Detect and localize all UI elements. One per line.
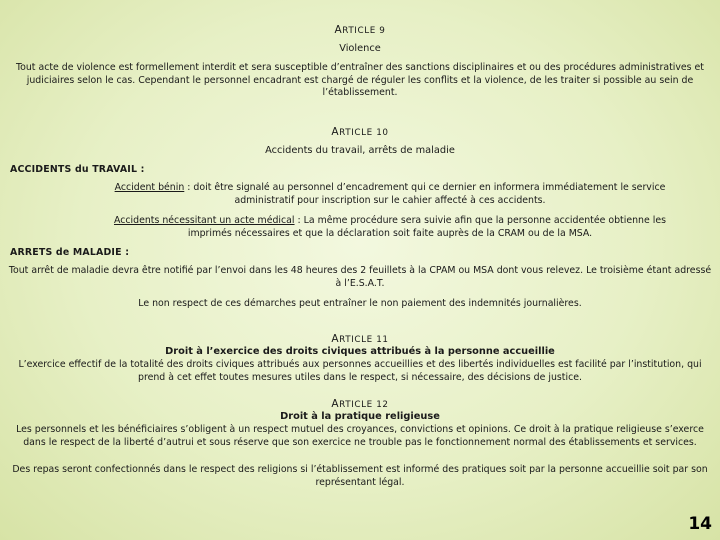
article-12-label-rest: RTICLE 12 (339, 400, 389, 410)
article-9-label-rest: RTICLE 9 (342, 26, 386, 36)
page-number: 14 (688, 514, 712, 534)
accident-benin-paragraph (96, 182, 684, 207)
article-10-title: Accidents du travail, arrêts de maladie (265, 145, 455, 156)
accident-benin-label: Accident bénin (114, 182, 185, 193)
article-10-label-initial: A (331, 126, 340, 138)
article-12-body-2: Des repas seront confectionnés dans le respect des religions si l’établissement est informé des pratiques soit par la personne accueillie soit par son représentant légal. (12, 464, 708, 488)
article-11-label (0, 333, 720, 345)
arrets-maladie-text: Tout arrêt de maladie devra être notifié par l’envoi dans les 48 heures des 2 feuillets à la CPAM ou MSA dont vous relevez. Le troisième étant adressé à l’E.S.A.T. (8, 265, 712, 289)
article-11-title: Droit à l’exercice des droits civiques attribués à la personne accueillie (165, 346, 555, 357)
accident-medical-label: Accidents nécessitant un acte médical (113, 215, 295, 226)
accident-medical-paragraph (96, 215, 684, 240)
article-11-body: L’exercice effectif de la totalité des droits civiques attribués aux personnes accueillies et des libertés individuelles est facilité par l’institution, qui prend à cet effet toutes mesures utiles dans le respect, si nécessaire, des décisions de justice. (18, 359, 702, 383)
article-12-title: Droit à la pratique religieuse (280, 411, 440, 422)
article-12-label-initial: A (331, 398, 340, 410)
article-9-label-initial: A (334, 24, 343, 36)
article-9-body: Tout acte de violence est formellement interdit et sera susceptible d’entraîner des sanctions disciplinaires et ou des procédures administratives et judiciaires selon le cas. Cependant le personnel encadrant est chargé de réguler les conflits et la violence, de les traiter si possible au sein de l’établissement. (16, 62, 704, 99)
article-9-label (0, 24, 720, 36)
accident-benin-text: : doit être signalé au personnel d’encadrement qui ce dernier en informera immédiatement le service administratif pour inscription sur le cahier affecté à ces accidents. (184, 182, 666, 206)
article-9-title: Violence (339, 43, 381, 54)
non-respect-text: Le non respect de ces démarches peut entraîner le non paiement des indemnités journalières. (138, 298, 582, 309)
accidents-travail-heading: ACCIDENTS du TRAVAIL : (10, 164, 145, 175)
accident-medical-text: : La même procédure sera suivie afin que la personne accidentée obtienne les imprimés nécessaires et que la déclaration soit faite auprès de la CRAM ou de la MSA. (187, 215, 666, 239)
article-12-body-1: Les personnels et les bénéficiaires s’obligent à un respect mutuel des croyances, convictions et opinions. Ce droit à la pratique religieuse s’exerce dans le respect de la liberté d’autrui et sous réserve que son exercice ne trouble pas le fonctionnement normal des établissements et services. (16, 424, 704, 448)
article-10-label (0, 126, 720, 138)
article-11-label-rest: RTICLE 11 (339, 335, 389, 345)
article-11-label-initial: A (331, 333, 340, 345)
article-10-label-rest: RTICLE 10 (339, 128, 389, 138)
arrets-maladie-heading: ARRETS de MALADIE : (10, 247, 130, 258)
article-12-label (0, 398, 720, 410)
